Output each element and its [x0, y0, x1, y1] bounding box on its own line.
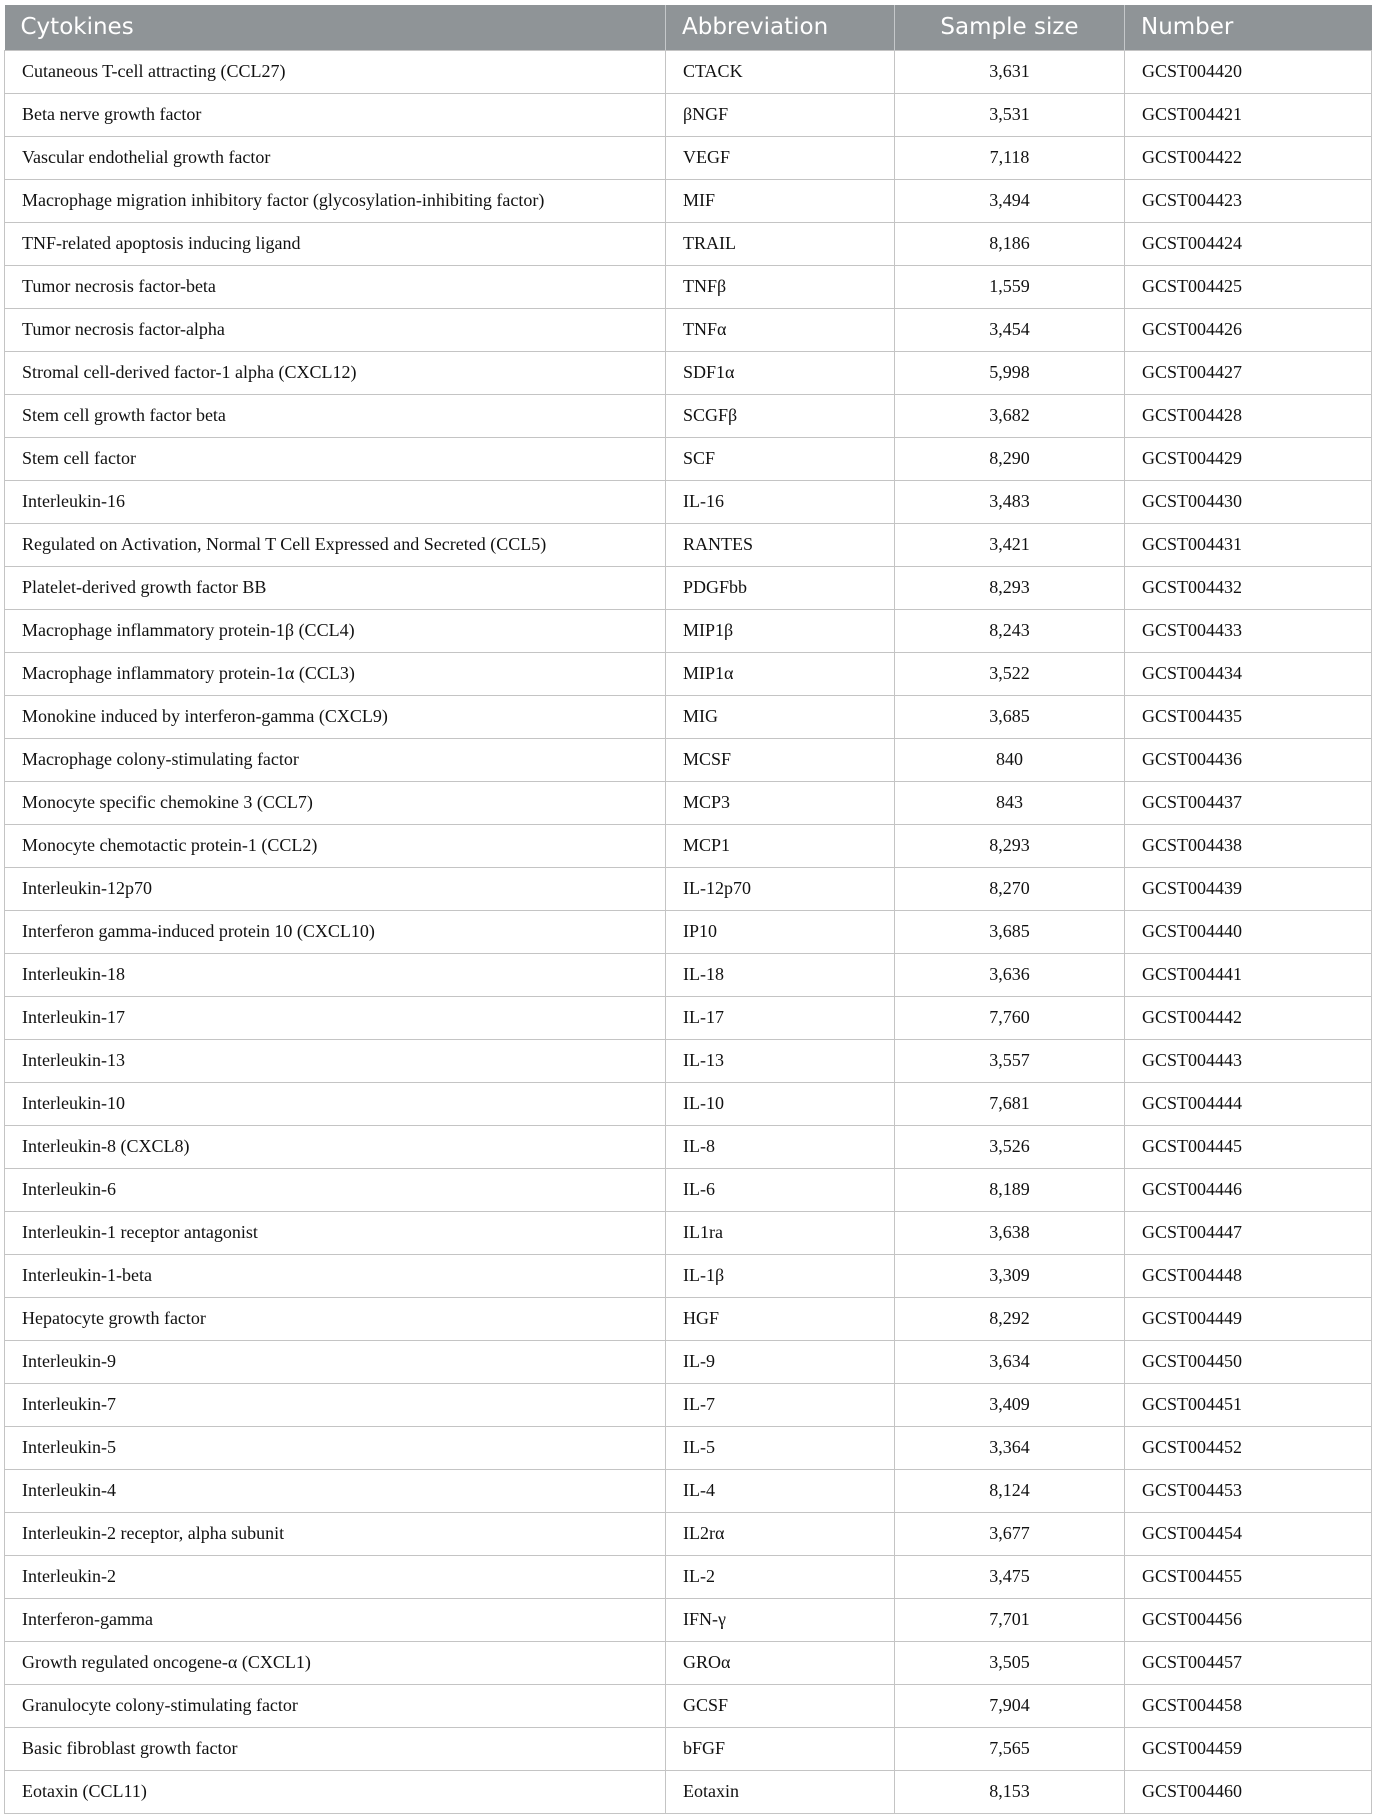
cell-sample-size: 7,701 [895, 1598, 1125, 1641]
table-row [5, 179, 1372, 222]
table-body [5, 50, 1372, 1813]
cell-cytokine: Stem cell factor [5, 437, 666, 480]
cell-sample-size: 8,290 [895, 437, 1125, 480]
cell-number: GCST004423 [1125, 179, 1372, 222]
table-row [5, 1555, 1372, 1598]
cell-number: GCST004427 [1125, 351, 1372, 394]
cell-cytokine: Monocyte chemotactic protein-1 (CCL2) [5, 824, 666, 867]
cell-sample-size: 3,454 [895, 308, 1125, 351]
cell-sample-size: 3,309 [895, 1254, 1125, 1297]
cell-cytokine: Platelet-derived growth factor BB [5, 566, 666, 609]
cell-number: GCST004456 [1125, 1598, 1372, 1641]
cell-number: GCST004426 [1125, 308, 1372, 351]
cell-sample-size: 7,565 [895, 1727, 1125, 1770]
cell-cytokine: Stem cell growth factor beta [5, 394, 666, 437]
table-row [5, 1039, 1372, 1082]
cell-abbreviation: SDF1α [666, 351, 895, 394]
cell-abbreviation: IL-2 [666, 1555, 895, 1598]
cell-abbreviation: IL-10 [666, 1082, 895, 1125]
cell-abbreviation: IL-1β [666, 1254, 895, 1297]
table-row [5, 695, 1372, 738]
cell-abbreviation: bFGF [666, 1727, 895, 1770]
table-row [5, 93, 1372, 136]
cell-cytokine: Beta nerve growth factor [5, 93, 666, 136]
cell-sample-size: 3,685 [895, 910, 1125, 953]
cell-number: GCST004434 [1125, 652, 1372, 695]
cell-cytokine: Interleukin-8 (CXCL8) [5, 1125, 666, 1168]
cell-abbreviation: IL-13 [666, 1039, 895, 1082]
cell-sample-size: 8,189 [895, 1168, 1125, 1211]
cell-sample-size: 3,685 [895, 695, 1125, 738]
cell-cytokine: Interleukin-2 receptor, alpha subunit [5, 1512, 666, 1555]
cell-cytokine: Interferon gamma-induced protein 10 (CXCL10) [5, 910, 666, 953]
cell-cytokine: Interleukin-12p70 [5, 867, 666, 910]
cell-number: GCST004450 [1125, 1340, 1372, 1383]
table-row [5, 867, 1372, 910]
cell-sample-size: 3,409 [895, 1383, 1125, 1426]
cell-sample-size: 8,186 [895, 222, 1125, 265]
header-number: Number [1125, 5, 1372, 50]
cell-sample-size: 8,153 [895, 1770, 1125, 1813]
cell-abbreviation: βNGF [666, 93, 895, 136]
cell-cytokine: Interleukin-10 [5, 1082, 666, 1125]
cell-cytokine: Macrophage inflammatory protein-1β (CCL4) [5, 609, 666, 652]
table-row [5, 824, 1372, 867]
cell-abbreviation: IL-7 [666, 1383, 895, 1426]
cell-number: GCST004458 [1125, 1684, 1372, 1727]
cell-abbreviation: SCGFβ [666, 394, 895, 437]
table-row [5, 1168, 1372, 1211]
cell-number: GCST004457 [1125, 1641, 1372, 1684]
cell-number: GCST004442 [1125, 996, 1372, 1039]
cell-number: GCST004446 [1125, 1168, 1372, 1211]
cell-number: GCST004437 [1125, 781, 1372, 824]
cell-sample-size: 3,638 [895, 1211, 1125, 1254]
cell-sample-size: 1,559 [895, 265, 1125, 308]
cell-number: GCST004428 [1125, 394, 1372, 437]
cell-number: GCST004432 [1125, 566, 1372, 609]
cell-abbreviation: MIP1α [666, 652, 895, 695]
cell-abbreviation: MIP1β [666, 609, 895, 652]
cell-abbreviation: IL-8 [666, 1125, 895, 1168]
table-header [5, 5, 1372, 50]
table-row [5, 953, 1372, 996]
cell-cytokine: Interleukin-18 [5, 953, 666, 996]
table-row [5, 265, 1372, 308]
table-row [5, 1512, 1372, 1555]
table-row [5, 1727, 1372, 1770]
cell-sample-size: 8,270 [895, 867, 1125, 910]
cell-cytokine: Stromal cell-derived factor-1 alpha (CXCL12) [5, 351, 666, 394]
cell-number: GCST004455 [1125, 1555, 1372, 1598]
cell-cytokine: Vascular endothelial growth factor [5, 136, 666, 179]
cell-cytokine: Interleukin-17 [5, 996, 666, 1039]
cell-sample-size: 843 [895, 781, 1125, 824]
cell-cytokine: Interleukin-16 [5, 480, 666, 523]
header-row [5, 5, 1372, 50]
cell-abbreviation: IL-18 [666, 953, 895, 996]
cell-abbreviation: IL-12p70 [666, 867, 895, 910]
table-row [5, 351, 1372, 394]
cell-number: GCST004439 [1125, 867, 1372, 910]
cell-cytokine: Macrophage inflammatory protein-1α (CCL3) [5, 652, 666, 695]
cell-abbreviation: GCSF [666, 1684, 895, 1727]
cell-sample-size: 3,677 [895, 1512, 1125, 1555]
cell-cytokine: Basic fibroblast growth factor [5, 1727, 666, 1770]
cell-abbreviation: TNFα [666, 308, 895, 351]
cell-number: GCST004435 [1125, 695, 1372, 738]
header-sample-size: Sample size [895, 5, 1125, 50]
cell-number: GCST004443 [1125, 1039, 1372, 1082]
cell-cytokine: Tumor necrosis factor-alpha [5, 308, 666, 351]
cell-sample-size: 7,904 [895, 1684, 1125, 1727]
cell-abbreviation: IL1ra [666, 1211, 895, 1254]
cell-number: GCST004454 [1125, 1512, 1372, 1555]
table-row [5, 1082, 1372, 1125]
cell-abbreviation: Eotaxin [666, 1770, 895, 1813]
cell-cytokine: Interleukin-2 [5, 1555, 666, 1598]
cell-abbreviation: MIF [666, 179, 895, 222]
cell-sample-size: 3,505 [895, 1641, 1125, 1684]
table-row [5, 1684, 1372, 1727]
table-row [5, 781, 1372, 824]
cell-sample-size: 8,293 [895, 566, 1125, 609]
cell-cytokine: Growth regulated oncogene-α (CXCL1) [5, 1641, 666, 1684]
cell-cytokine: Tumor necrosis factor-beta [5, 265, 666, 308]
cell-sample-size: 8,292 [895, 1297, 1125, 1340]
cell-cytokine: Interleukin-6 [5, 1168, 666, 1211]
header-cytokines: Cytokines [5, 5, 666, 50]
cell-cytokine: TNF-related apoptosis inducing ligand [5, 222, 666, 265]
cell-abbreviation: IL-4 [666, 1469, 895, 1512]
cell-abbreviation: TRAIL [666, 222, 895, 265]
cell-sample-size: 3,494 [895, 179, 1125, 222]
cell-sample-size: 840 [895, 738, 1125, 781]
table-row [5, 1770, 1372, 1813]
table-row [5, 652, 1372, 695]
cytokines-table [4, 5, 1372, 1814]
cell-abbreviation: TNFβ [666, 265, 895, 308]
cell-abbreviation: PDGFbb [666, 566, 895, 609]
table-row [5, 1641, 1372, 1684]
table-row [5, 437, 1372, 480]
cell-sample-size: 3,483 [895, 480, 1125, 523]
cell-sample-size: 3,636 [895, 953, 1125, 996]
cell-cytokine: Interleukin-13 [5, 1039, 666, 1082]
cell-cytokine: Interleukin-4 [5, 1469, 666, 1512]
table-row [5, 1211, 1372, 1254]
cell-abbreviation: IFN-γ [666, 1598, 895, 1641]
cell-number: GCST004436 [1125, 738, 1372, 781]
cell-abbreviation: MCP1 [666, 824, 895, 867]
cell-abbreviation: IL-17 [666, 996, 895, 1039]
cell-sample-size: 3,557 [895, 1039, 1125, 1082]
table-row [5, 1383, 1372, 1426]
cell-number: GCST004429 [1125, 437, 1372, 480]
cell-cytokine: Cutaneous T-cell attracting (CCL27) [5, 50, 666, 93]
table-row [5, 50, 1372, 93]
table-row [5, 136, 1372, 179]
cell-abbreviation: MCP3 [666, 781, 895, 824]
table-row [5, 1598, 1372, 1641]
cell-number: GCST004438 [1125, 824, 1372, 867]
cell-abbreviation: SCF [666, 437, 895, 480]
cell-abbreviation: MIG [666, 695, 895, 738]
cell-sample-size: 8,124 [895, 1469, 1125, 1512]
cell-number: GCST004448 [1125, 1254, 1372, 1297]
table-row [5, 609, 1372, 652]
cell-cytokine: Monocyte specific chemokine 3 (CCL7) [5, 781, 666, 824]
cell-sample-size: 3,631 [895, 50, 1125, 93]
cell-cytokine: Interleukin-9 [5, 1340, 666, 1383]
cell-abbreviation: IL-6 [666, 1168, 895, 1211]
cell-sample-size: 3,421 [895, 523, 1125, 566]
table-row [5, 1254, 1372, 1297]
cell-number: GCST004425 [1125, 265, 1372, 308]
cell-number: GCST004420 [1125, 50, 1372, 93]
cell-cytokine: Granulocyte colony-stimulating factor [5, 1684, 666, 1727]
cell-sample-size: 3,634 [895, 1340, 1125, 1383]
cell-number: GCST004433 [1125, 609, 1372, 652]
cell-number: GCST004460 [1125, 1770, 1372, 1813]
cell-number: GCST004430 [1125, 480, 1372, 523]
cell-sample-size: 7,118 [895, 136, 1125, 179]
table-row [5, 1426, 1372, 1469]
cell-cytokine: Regulated on Activation, Normal T Cell Expressed and Secreted (CCL5) [5, 523, 666, 566]
table-row [5, 523, 1372, 566]
table-row [5, 480, 1372, 523]
cell-number: GCST004421 [1125, 93, 1372, 136]
table-row [5, 394, 1372, 437]
cell-cytokine: Interleukin-1 receptor antagonist [5, 1211, 666, 1254]
cell-sample-size: 3,364 [895, 1426, 1125, 1469]
cell-abbreviation: HGF [666, 1297, 895, 1340]
cell-number: GCST004459 [1125, 1727, 1372, 1770]
cell-cytokine: Macrophage colony-stimulating factor [5, 738, 666, 781]
cell-number: GCST004453 [1125, 1469, 1372, 1512]
cell-number: GCST004449 [1125, 1297, 1372, 1340]
cell-cytokine: Interferon-gamma [5, 1598, 666, 1641]
cell-sample-size: 7,681 [895, 1082, 1125, 1125]
cell-number: GCST004424 [1125, 222, 1372, 265]
header-abbreviation: Abbreviation [666, 5, 895, 50]
table-row [5, 1340, 1372, 1383]
cell-abbreviation: VEGF [666, 136, 895, 179]
table-row [5, 996, 1372, 1039]
cell-cytokine: Monokine induced by interferon-gamma (CXCL9) [5, 695, 666, 738]
table-row [5, 1297, 1372, 1340]
table-row [5, 1469, 1372, 1512]
cell-sample-size: 7,760 [895, 996, 1125, 1039]
cell-number: GCST004445 [1125, 1125, 1372, 1168]
cell-abbreviation: IL-5 [666, 1426, 895, 1469]
cell-cytokine: Interleukin-5 [5, 1426, 666, 1469]
cell-number: GCST004444 [1125, 1082, 1372, 1125]
cell-abbreviation: MCSF [666, 738, 895, 781]
cell-number: GCST004431 [1125, 523, 1372, 566]
table-row [5, 1125, 1372, 1168]
cell-sample-size: 8,243 [895, 609, 1125, 652]
cell-number: GCST004440 [1125, 910, 1372, 953]
cell-abbreviation: IL2rα [666, 1512, 895, 1555]
cell-abbreviation: IL-16 [666, 480, 895, 523]
table-row [5, 738, 1372, 781]
cell-sample-size: 3,682 [895, 394, 1125, 437]
cell-sample-size: 3,526 [895, 1125, 1125, 1168]
table-row [5, 222, 1372, 265]
cell-cytokine: Eotaxin (CCL11) [5, 1770, 666, 1813]
cell-number: GCST004422 [1125, 136, 1372, 179]
cell-sample-size: 3,522 [895, 652, 1125, 695]
cell-sample-size: 8,293 [895, 824, 1125, 867]
cell-abbreviation: GROα [666, 1641, 895, 1684]
cell-sample-size: 3,475 [895, 1555, 1125, 1598]
cell-number: GCST004441 [1125, 953, 1372, 996]
cell-cytokine: Interleukin-7 [5, 1383, 666, 1426]
cell-abbreviation: CTACK [666, 50, 895, 93]
table-row [5, 566, 1372, 609]
cell-cytokine: Hepatocyte growth factor [5, 1297, 666, 1340]
table-row [5, 308, 1372, 351]
cell-abbreviation: IL-9 [666, 1340, 895, 1383]
cell-abbreviation: RANTES [666, 523, 895, 566]
cell-sample-size: 3,531 [895, 93, 1125, 136]
cell-abbreviation: IP10 [666, 910, 895, 953]
cell-cytokine: Macrophage migration inhibitory factor (glycosylation-inhibiting factor) [5, 179, 666, 222]
table-row [5, 910, 1372, 953]
cell-number: GCST004447 [1125, 1211, 1372, 1254]
cell-number: GCST004452 [1125, 1426, 1372, 1469]
cell-cytokine: Interleukin-1-beta [5, 1254, 666, 1297]
cell-number: GCST004451 [1125, 1383, 1372, 1426]
cell-sample-size: 5,998 [895, 351, 1125, 394]
